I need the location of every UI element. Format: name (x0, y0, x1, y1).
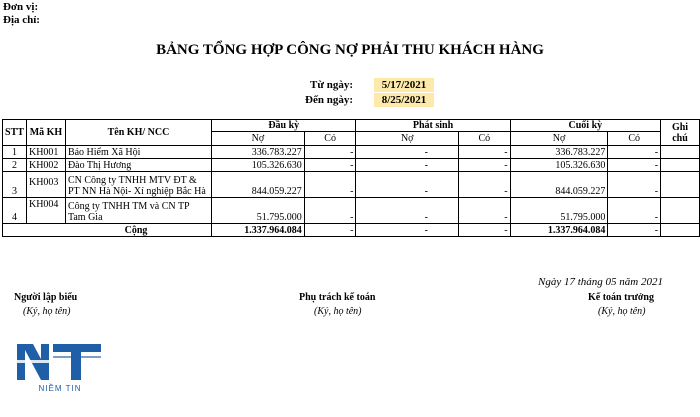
nt-logo-mark (15, 344, 101, 380)
cell-dk-co: - (304, 198, 356, 224)
cell-ps-co: - (458, 172, 510, 198)
table-row[interactable] (3, 146, 700, 159)
header-ck-co: Có (608, 132, 661, 146)
cell-ps-no: - (356, 159, 458, 172)
preparer-title: Người lập biểu (14, 292, 78, 303)
cell-stt: 2 (3, 159, 27, 172)
cell-ck-no: 105.326.630 (510, 159, 608, 172)
cell-ma: KH002 (26, 159, 65, 172)
cell-ma: KH004 (26, 198, 65, 224)
total-ps-co: - (458, 224, 510, 237)
header-phat-sinh: Phát sinh (356, 120, 510, 132)
from-date-value[interactable]: 5/17/2021 (374, 78, 434, 92)
cell-ten (65, 198, 211, 224)
cell-ghi-chu (661, 198, 700, 224)
cell-ma: KH003 (26, 172, 65, 198)
cell-ck-co: - (608, 146, 661, 159)
cell-ck-co: - (608, 172, 661, 198)
accountant-title: Phụ trách kế toán (299, 292, 376, 303)
cell-ten-line-2: Tam Gia (67, 212, 103, 223)
from-date-label: Từ ngày: (310, 79, 353, 91)
total-ck-no: 1.337.964.084 (510, 224, 608, 237)
cell-ten: Đào Thị Hương (65, 159, 211, 172)
cell-dk-no: 336.783.227 (212, 146, 305, 159)
cell-stt: 4 (3, 198, 27, 224)
total-row (3, 224, 700, 237)
total-dk-no: 1.337.964.084 (212, 224, 305, 237)
header-stt: STT (3, 120, 27, 146)
signing-date: Ngày 17 tháng 05 năm 2021 (538, 276, 663, 288)
cell-ghi-chu (661, 172, 700, 198)
cell-ps-co: - (458, 146, 510, 159)
cell-ck-co: - (608, 159, 661, 172)
address-label: Địa chỉ: (3, 14, 40, 26)
total-ck-co: - (608, 224, 661, 237)
to-date-label: Đến ngày: (305, 94, 353, 106)
cell-ten-line-1: Công ty TNHH TM và CN TP (67, 201, 190, 212)
cell-ck-no: 51.795.000 (510, 198, 608, 224)
chief-accountant-note: (Ký, họ tên) (598, 306, 646, 317)
chief-accountant-title: Kế toán trưởng (588, 292, 654, 303)
cell-ps-no: - (356, 172, 458, 198)
table-header-row-1 (3, 120, 700, 132)
total-label: Cộng (3, 224, 212, 237)
cell-dk-no: 844.059.227 (212, 172, 305, 198)
cell-dk-no: 51.795.000 (212, 198, 305, 224)
cell-ps-no: - (356, 198, 458, 224)
logo-caption: NIỀM TIN (38, 384, 82, 393)
cell-dk-co: - (304, 159, 356, 172)
header-dk-co: Có (304, 132, 356, 146)
unit-label: Đơn vị: (3, 1, 39, 13)
cell-ten-line-1: CN Công ty TNHH MTV ĐT & (67, 175, 197, 186)
cell-dk-no: 105.326.630 (212, 159, 305, 172)
niem-tin-logo (15, 341, 105, 393)
header-ghi-chu: Ghi chú (661, 120, 700, 146)
table-row[interactable] (3, 198, 700, 224)
table-row[interactable] (3, 159, 700, 172)
header-dk-no: Nợ (212, 132, 305, 146)
cell-ps-co: - (458, 159, 510, 172)
receivables-table (2, 119, 700, 237)
total-ghi-chu (661, 224, 700, 237)
header-cuoi-ky: Cuối kỳ (510, 120, 660, 132)
cell-ghi-chu (661, 146, 700, 159)
header-ps-co: Có (458, 132, 510, 146)
cell-ten (65, 172, 211, 198)
cell-ck-co: - (608, 198, 661, 224)
header-ps-no: Nợ (356, 132, 458, 146)
cell-ps-no: - (356, 146, 458, 159)
header-ten-kh: Tên KH/ NCC (65, 120, 211, 146)
header-dau-ky: Đầu kỳ (212, 120, 356, 132)
cell-dk-co: - (304, 146, 356, 159)
accountant-note: (Ký, họ tên) (314, 306, 362, 317)
header-ma-kh: Mã KH (26, 120, 65, 146)
header-ck-no: Nợ (510, 132, 608, 146)
cell-ck-no: 336.783.227 (510, 146, 608, 159)
page-title: BẢNG TỔNG HỢP CÔNG NỢ PHẢI THU KHÁCH HÀNG (156, 42, 544, 58)
cell-stt: 1 (3, 146, 27, 159)
table-row[interactable] (3, 172, 700, 198)
total-ps-no: - (356, 224, 458, 237)
cell-stt: 3 (3, 172, 27, 198)
to-date-value[interactable]: 8/25/2021 (374, 93, 434, 107)
cell-ma: KH001 (26, 146, 65, 159)
cell-dk-co: - (304, 172, 356, 198)
cell-ten-line-2: PT NN Hà Nội- Xí nghiệp Bắc Hà (67, 186, 206, 197)
preparer-note: (Ký, họ tên) (23, 306, 71, 317)
cell-ck-no: 844.059.227 (510, 172, 608, 198)
cell-ghi-chu (661, 159, 700, 172)
cell-ten: Bảo Hiểm Xã Hội (65, 146, 211, 159)
total-dk-co: - (304, 224, 356, 237)
cell-ps-co: - (458, 198, 510, 224)
